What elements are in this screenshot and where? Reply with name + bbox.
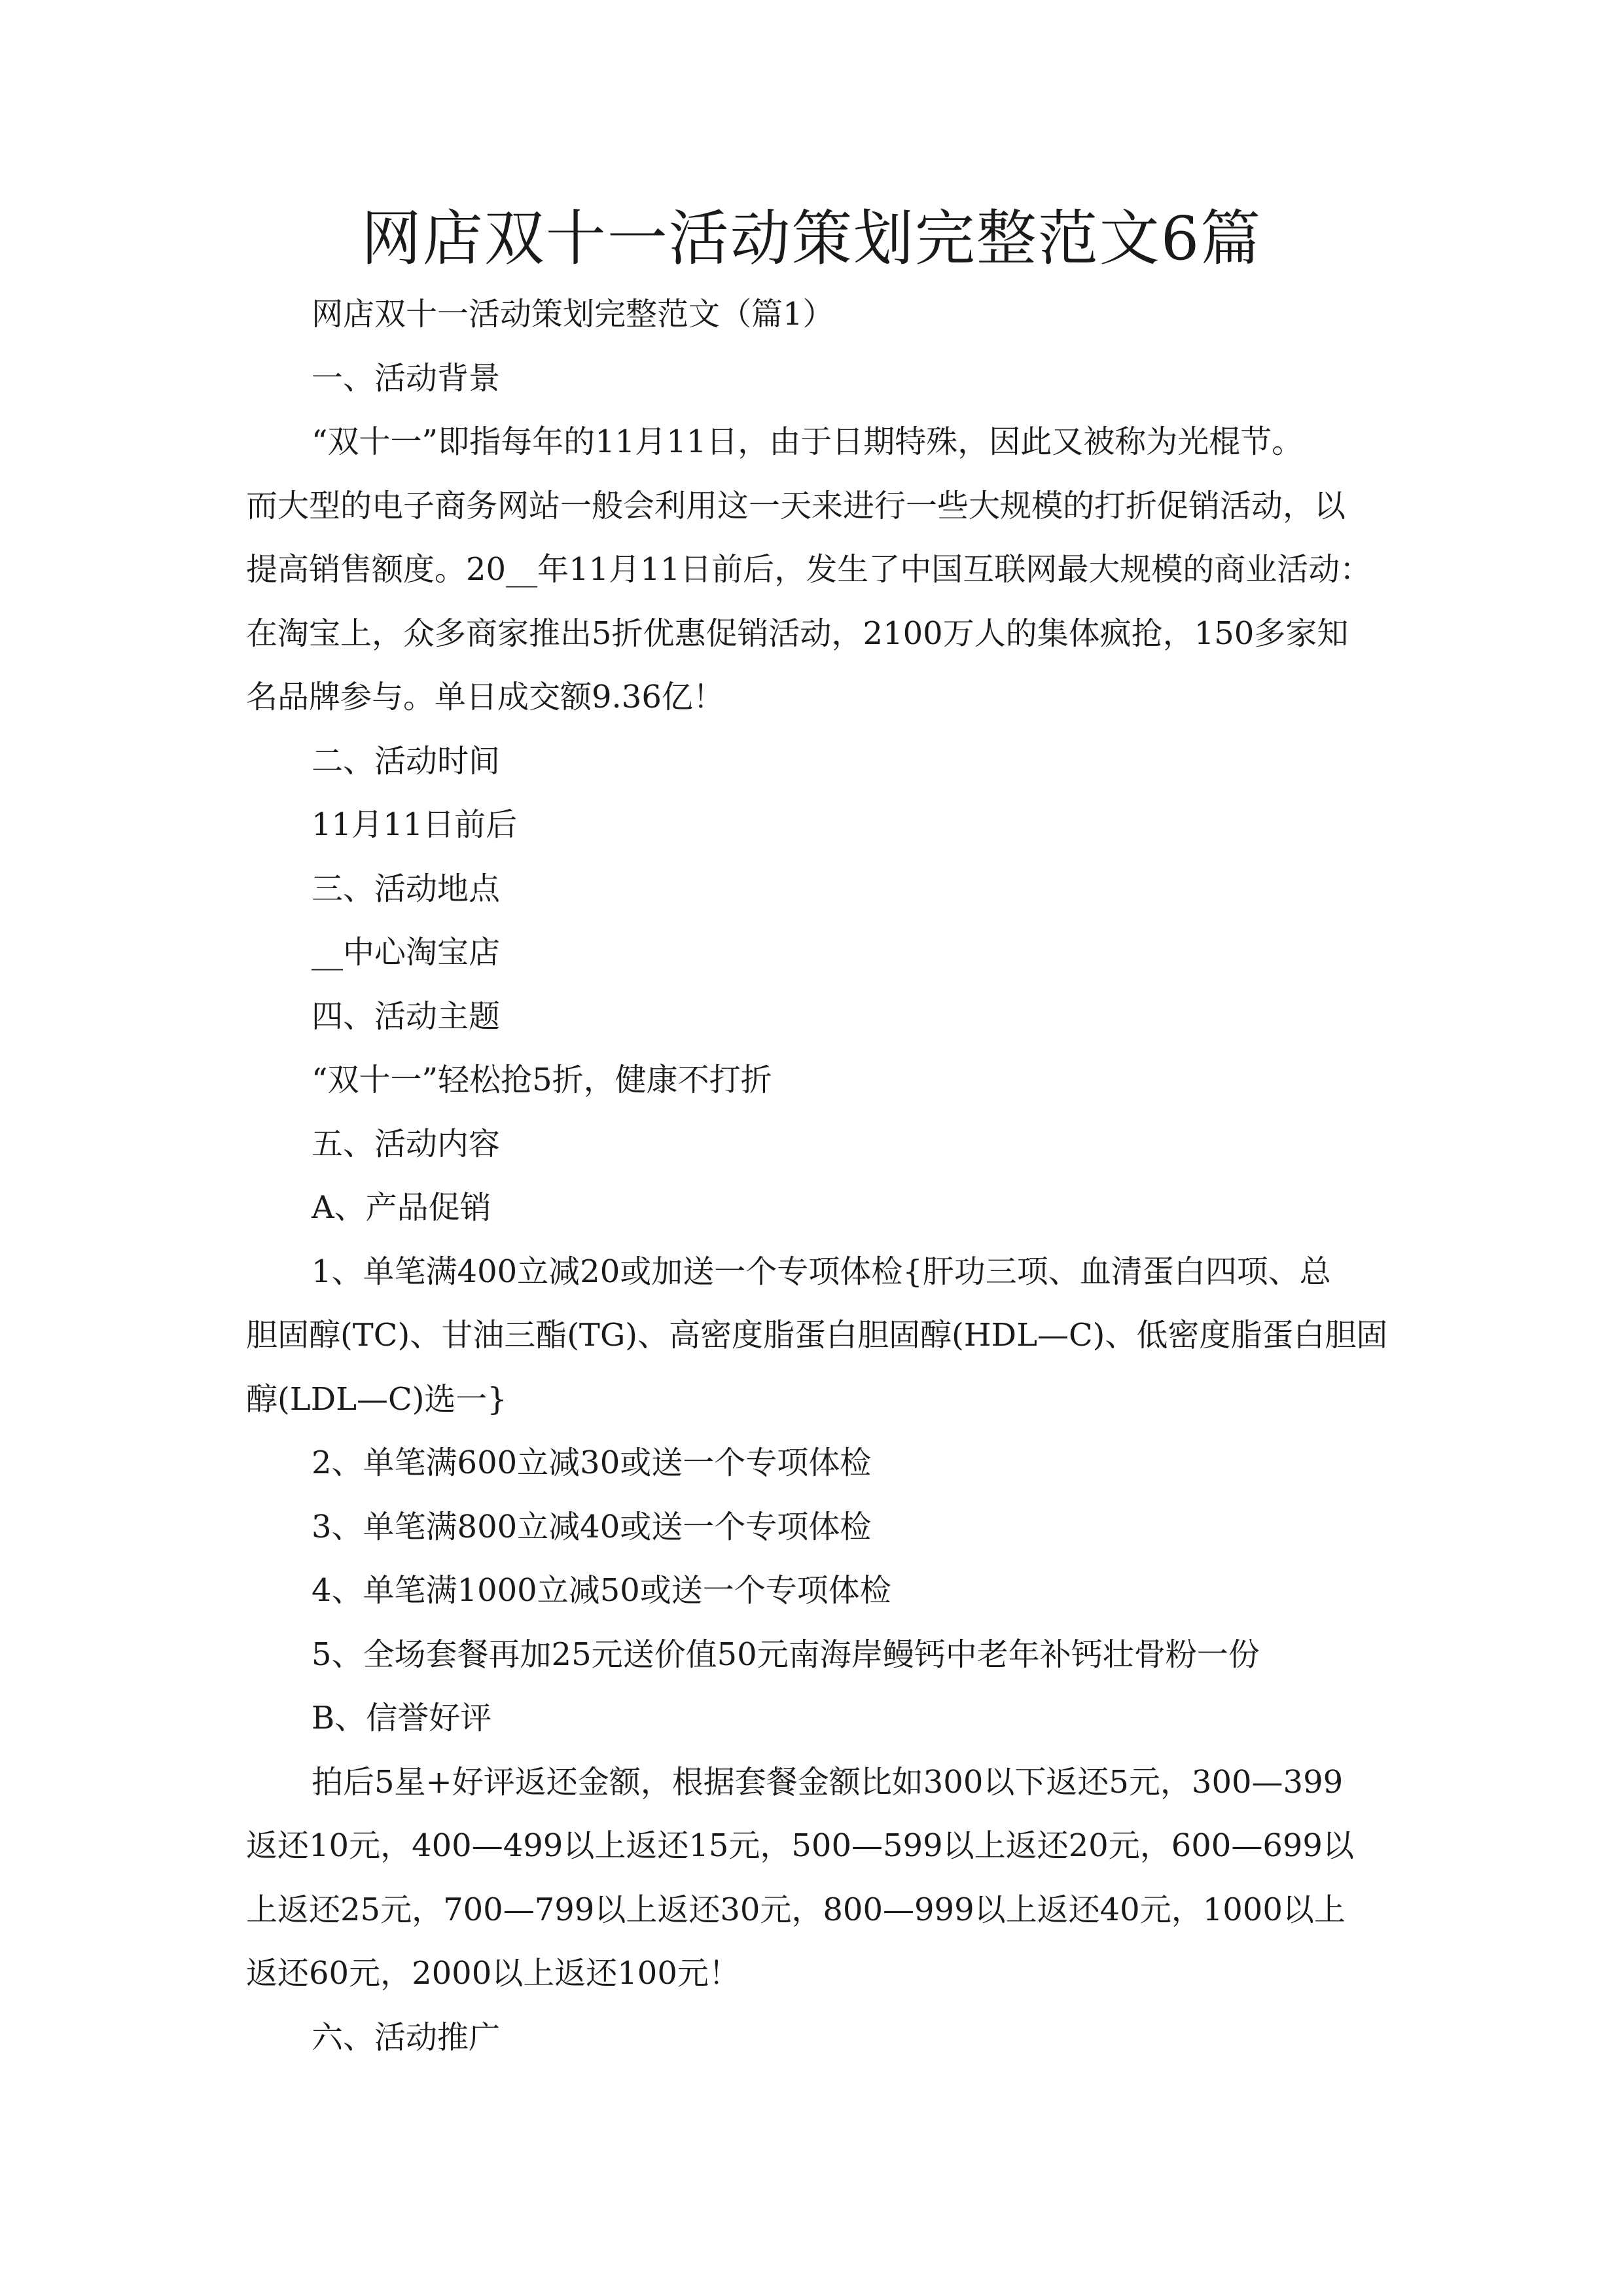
paragraph	[246, 1240, 1388, 1432]
paragraph	[246, 921, 1378, 985]
paragraph-line: 返还60元，2000以上返还100元！	[246, 1955, 740, 1992]
paragraph-line: __中心淘宝店	[312, 934, 501, 971]
paragraph-line: 4、单笔满1000立减50或送一个专项体检	[312, 1572, 891, 1609]
paragraph	[246, 1496, 1378, 1560]
paragraph-line: 胆固醇(TC)、甘油三酯(TG)、高密度脂蛋白胆固醇(HDL—C)、低密度脂蛋白胆固	[246, 1317, 1388, 1354]
paragraph	[246, 2006, 1378, 2070]
paragraph	[246, 1623, 1378, 1687]
paragraph-line: 六、活动推广	[312, 2018, 501, 2056]
paragraph	[246, 283, 1378, 347]
paragraph-line: 1、单笔满400立减20或加送一个专项体检{肝功三项、血清蛋白四项、总	[312, 1253, 1331, 1290]
paragraph	[246, 1751, 1378, 2006]
paragraph-line: 三、活动地点	[312, 870, 501, 907]
paragraph-line: “双十一”轻松抢5折，健康不打折	[312, 1062, 772, 1098]
paragraph	[246, 347, 1378, 411]
paragraph	[246, 1113, 1378, 1177]
document-title: 网店双十一活动策划完整范文6篇	[361, 204, 1262, 274]
paragraph	[246, 793, 1378, 857]
paragraph	[246, 857, 1378, 922]
paragraph-line: A、产品促销	[312, 1189, 491, 1226]
paragraph-line: 拍后5星+好评返还金额，根据套餐金额比如300以下返还5元，300—399	[312, 1763, 1344, 1801]
paragraph-line: 提高销售额度。20__年11月11日前后，发生了中国互联网最大规模的商业活动：	[246, 551, 1372, 588]
paragraph	[246, 1176, 1378, 1240]
document-body	[246, 283, 1388, 2070]
paragraph-line: 5、全场套餐再加25元送价值50元南海岸鳗钙中老年补钙壮骨粉一份	[312, 1636, 1260, 1673]
paragraph	[246, 410, 1378, 730]
paragraph-line: 二、活动时间	[312, 742, 501, 780]
paragraph	[246, 1431, 1378, 1496]
paragraph-line: 2、单笔满600立减30或送一个专项体检	[312, 1444, 872, 1481]
paragraph	[246, 985, 1378, 1049]
paragraph-line: 网店双十一活动策划完整范文（篇1）	[312, 296, 834, 332]
paragraph	[246, 1049, 1378, 1113]
paragraph-line: 而大型的电子商务网站一般会利用这一天来进行一些大规模的打折促销活动，以	[246, 487, 1346, 524]
paragraph-line: 四、活动主题	[312, 997, 501, 1035]
paragraph-line: 名品牌参与。单日成交额9.36亿！	[246, 679, 724, 715]
paragraph-line: 11月11日前后	[312, 806, 518, 843]
paragraph	[246, 1687, 1378, 1751]
paragraph	[246, 1559, 1378, 1623]
paragraph-line: 在淘宝上，众多商家推出5折优惠促销活动，2100万人的集体疯抢，150多家知	[246, 615, 1349, 652]
paragraph-line: 一、活动背景	[312, 359, 501, 397]
paragraph	[246, 730, 1378, 794]
paragraph-line: 五、活动内容	[312, 1125, 501, 1162]
paragraph-line: 醇(LDL—C)选一}	[246, 1380, 507, 1418]
paragraph-line: “双十一”即指每年的11月11日，由于日期特殊，因此又被称为光棍节。	[312, 423, 1304, 460]
paragraph-line: B、信誉好评	[312, 1700, 492, 1736]
paragraph-line: 3、单笔满800立减40或送一个专项体检	[312, 1508, 872, 1545]
paragraph-line: 上返还25元，700—799以上返还30元，800—999以上返还40元，1000以上	[246, 1891, 1346, 1928]
paragraph-line: 返还10元，400—499以上返还15元，500—599以上返还20元，600—699以	[246, 1827, 1354, 1864]
